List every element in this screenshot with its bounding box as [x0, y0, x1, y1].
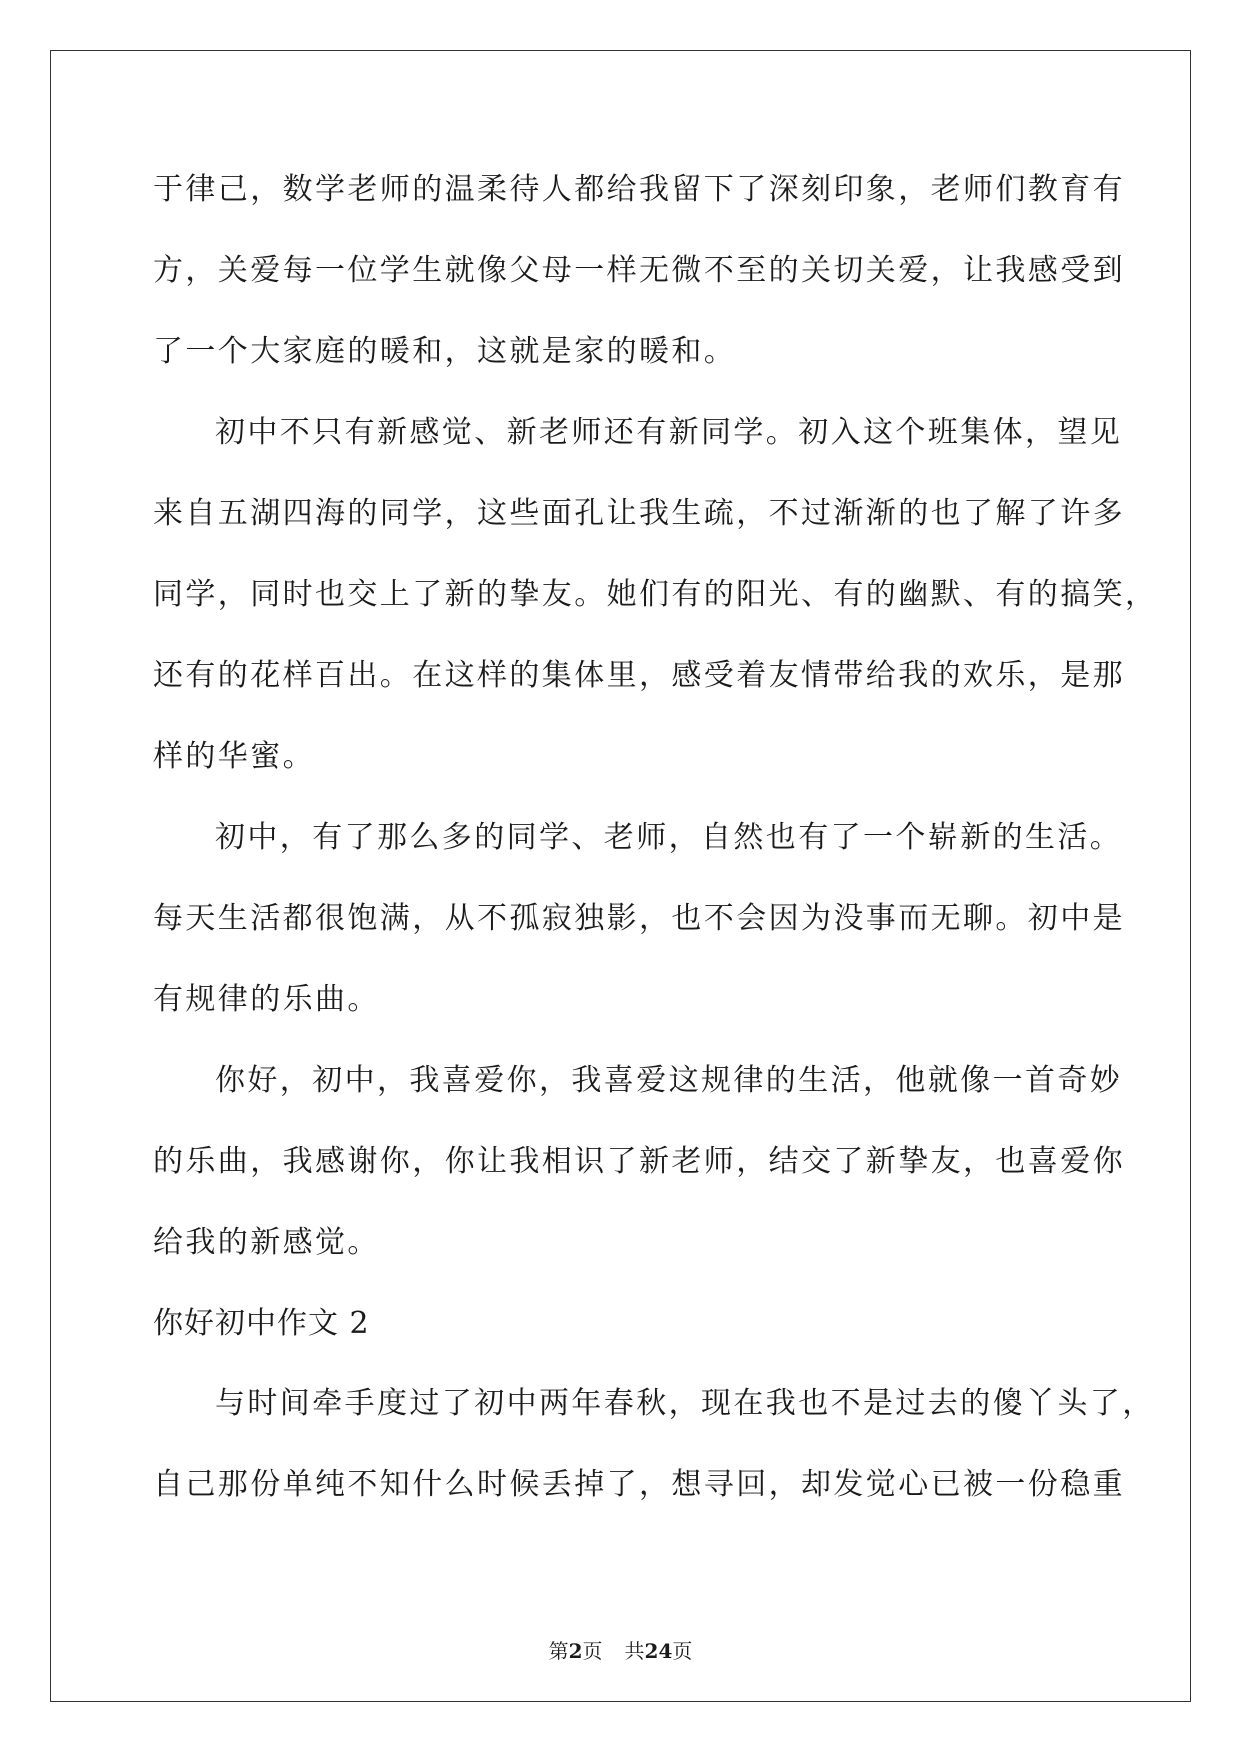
- total-page-number: 24: [644, 1639, 673, 1663]
- text-line: 给我的新感觉。: [153, 1225, 380, 1260]
- footer-total-suffix: 页: [672, 1639, 693, 1663]
- text-line: 有规律的乐曲。: [153, 982, 380, 1017]
- text-line: 每天生活都很饱满，从不孤寂独影，也不会因为没事而无聊。初中是: [153, 901, 1125, 936]
- paragraph-start-line: 初中不只有新感觉、新老师还有新同学。初入这个班集体，望见: [215, 415, 1123, 450]
- text-line: 样的华蜜。: [153, 739, 315, 774]
- paragraph-start-line: 初中，有了那么多的同学、老师，自然也有了一个崭新的生活。: [215, 820, 1123, 855]
- paragraph-start-line: 你好，初中，我喜爱你，我喜爱这规律的生活，他就像一首奇妙: [215, 1063, 1123, 1098]
- text-line: 了一个大家庭的暖和，这就是家的暖和。: [153, 334, 737, 369]
- text-line: 于律己，数学老师的温柔待人都给我留下了深刻印象，老师们教育有: [153, 172, 1125, 207]
- document-body: [153, 160, 1158, 1536]
- page-footer: [0, 1637, 1241, 1665]
- paragraph-start-line: 与时间牵手度过了初中两年春秋，现在我也不是过去的傻丫头了，: [215, 1386, 1155, 1421]
- text-line: 方，关爱每一位学生就像父母一样无微不至的关切关爱，让我感受到: [153, 253, 1125, 288]
- text-line: 的乐曲，我感谢你，你让我相识了新老师，结交了新挚友，也喜爱你: [153, 1144, 1125, 1179]
- text-line: 还有的花样百出。在这样的集体里，感受着友情带给我的欢乐，是那: [153, 658, 1125, 693]
- section-heading: 你好初中作文 2: [153, 1306, 370, 1341]
- text-line: 来自五湖四海的同学，这些面孔让我生疏，不过渐渐的也了解了许多: [153, 496, 1125, 531]
- text-line: 同学，同时也交上了新的挚友。她们有的阳光、有的幽默、有的搞笑，: [153, 577, 1158, 612]
- current-page-number: 2: [568, 1639, 583, 1663]
- footer-page-suffix: 页: [582, 1639, 603, 1663]
- footer-total-prefix: 共: [624, 1639, 645, 1663]
- text-line: 自己那份单纯不知什么时候丢掉了，想寻回，却发觉心已被一份稳重: [153, 1467, 1125, 1502]
- footer-prefix: 第: [548, 1639, 569, 1663]
